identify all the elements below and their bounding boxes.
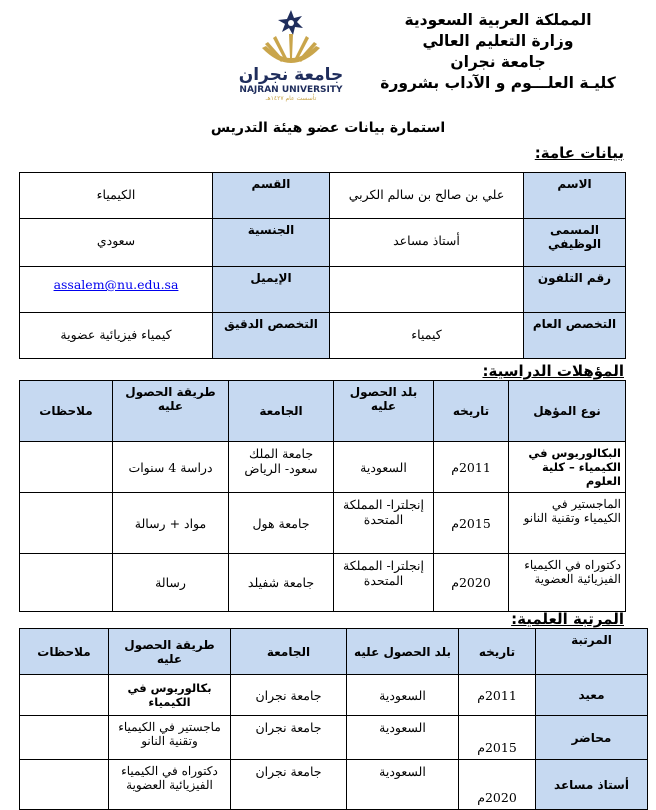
rank-row-2-rank: محاضر [536,716,648,760]
rank-row-2-method: ماجستير في الكيمياء وتقنية النانو [109,716,231,760]
rank-header-country: بلد الحصول عليه [347,629,459,675]
phone-label: رقم التلفون [524,267,626,313]
qual-row-2-country: إنجلترا- المملكة المتحدة [334,493,434,554]
najran-university-logo [232,8,350,102]
section-heading-general: بيانات عامة: [534,144,624,162]
qual-row-3-method: رسالة [113,554,229,612]
rank-header-university: الجامعة [231,629,347,675]
rank-row-2-notes [20,716,109,760]
general-specialty-value: كيمياء [330,313,524,359]
document-title: استمارة بيانات عضو هيئة التدريس [210,120,446,136]
general-specialty-label: التخصص العام [524,313,626,359]
qual-header-notes: ملاحظات [20,381,113,442]
qual-row-2-type: الماجستير في الكيمياء وتقنية النانو [509,493,626,554]
rank-row-1-university: جامعة نجران [231,675,347,716]
header-line-university: جامعة نجران [450,53,546,71]
qual-row-3-date: 2020م [434,554,509,612]
qual-row-1-university: جامعة الملك سعود- الرياض [229,442,334,493]
qual-row-1-country: السعودية [334,442,434,493]
qual-row-1-type: البكالوريوس في الكيمياء – كلية العلوم [509,442,626,493]
rank-row-3-university: جامعة نجران [231,760,347,810]
rank-header-rank: المرتبة [536,629,648,675]
general-info-table [19,172,626,359]
department-label: القسم [213,173,330,219]
precise-specialty-label: التخصص الدقيق [213,313,330,359]
nationality-value: سعودي [20,219,213,267]
header-line-college: كليـة العلـــوم و الآداب بشرورة [380,74,616,92]
precise-specialty-value: كيمياء فيزيائية عضوية [20,313,213,359]
email-link[interactable]: assalem@nu.edu.sa [53,277,179,292]
rank-row-3-country: السعودية [347,760,459,810]
qual-row-1-method: دراسة 4 سنوات [113,442,229,493]
nationality-label: الجنسية [213,219,330,267]
job-title-value: أستاذ مساعد [330,219,524,267]
rank-row-1-notes [20,675,109,716]
phone-value [330,267,524,313]
rank-row-1-method: بكالوريوس في الكيمياء [109,675,231,716]
rank-row-2-university: جامعة نجران [231,716,347,760]
qual-row-3-type: دكتوراه في الكيمياء الفيزيائية العضوية [509,554,626,612]
qual-row-1-notes [20,442,113,493]
rank-row-2-date: 2015م [459,716,536,760]
qual-header-date: تاريخه [434,381,509,442]
qual-row-2-method: مواد + رسالة [113,493,229,554]
rank-row-3-date: 2020م [459,760,536,810]
rank-row-3-method: دكتوراه في الكيمياء الفيزيائية العضوية [109,760,231,810]
header-line-kingdom: المملكة العربية السعودية [404,11,592,29]
qual-row-2-notes [20,493,113,554]
section-heading-qualifications: المؤهلات الدراسية: [482,362,624,380]
qual-header-method: طريقة الحصول عليه [113,381,229,442]
svg-text:تأسست عام ١٤٢٧هـ: تأسست عام ١٤٢٧هـ [265,95,317,102]
rank-row-3-rank: أستاذ مساعد [536,760,648,810]
email-label: الإيميل [213,267,330,313]
logo-emblem-icon [232,8,350,102]
rank-row-1-date: 2011م [459,675,536,716]
qual-header-university: الجامعة [229,381,334,442]
rank-row-2-country: السعودية [347,716,459,760]
qualifications-table [19,380,626,612]
academic-rank-table [19,628,648,810]
qual-row-3-notes [20,554,113,612]
rank-header-date: تاريخه [459,629,536,675]
svg-text:جامعة نجران: جامعة نجران [238,65,344,85]
institution-header [368,10,628,94]
rank-row-3-notes [20,760,109,810]
svg-text:NAJRAN UNIVERSITY: NAJRAN UNIVERSITY [239,85,343,95]
name-value: علي بن صالح بن سالم الكربي [330,173,524,219]
qual-row-3-university: جامعة شفيلد [229,554,334,612]
department-value: الكيمياء [20,173,213,219]
qual-row-2-date: 2015م [434,493,509,554]
rank-header-notes: ملاحظات [20,629,109,675]
qual-row-2-university: جامعة هول [229,493,334,554]
qual-header-type: نوع المؤهل [509,381,626,442]
qual-row-1-date: 2011م [434,442,509,493]
section-heading-rank: المرتبة العلمية: [511,610,624,628]
email-cell [20,267,213,313]
qual-header-country: بلد الحصول عليه [334,381,434,442]
rank-header-method: طريقة الحصول عليه [109,629,231,675]
rank-row-1-country: السعودية [347,675,459,716]
header-line-ministry: وزارة التعليم العالي [422,32,574,50]
rank-row-1-rank: معيد [536,675,648,716]
name-label: الاسم [524,173,626,219]
job-title-label: المسمى الوظيفي [524,219,626,267]
qual-row-3-country: إنجلترا- المملكة المتحدة [334,554,434,612]
